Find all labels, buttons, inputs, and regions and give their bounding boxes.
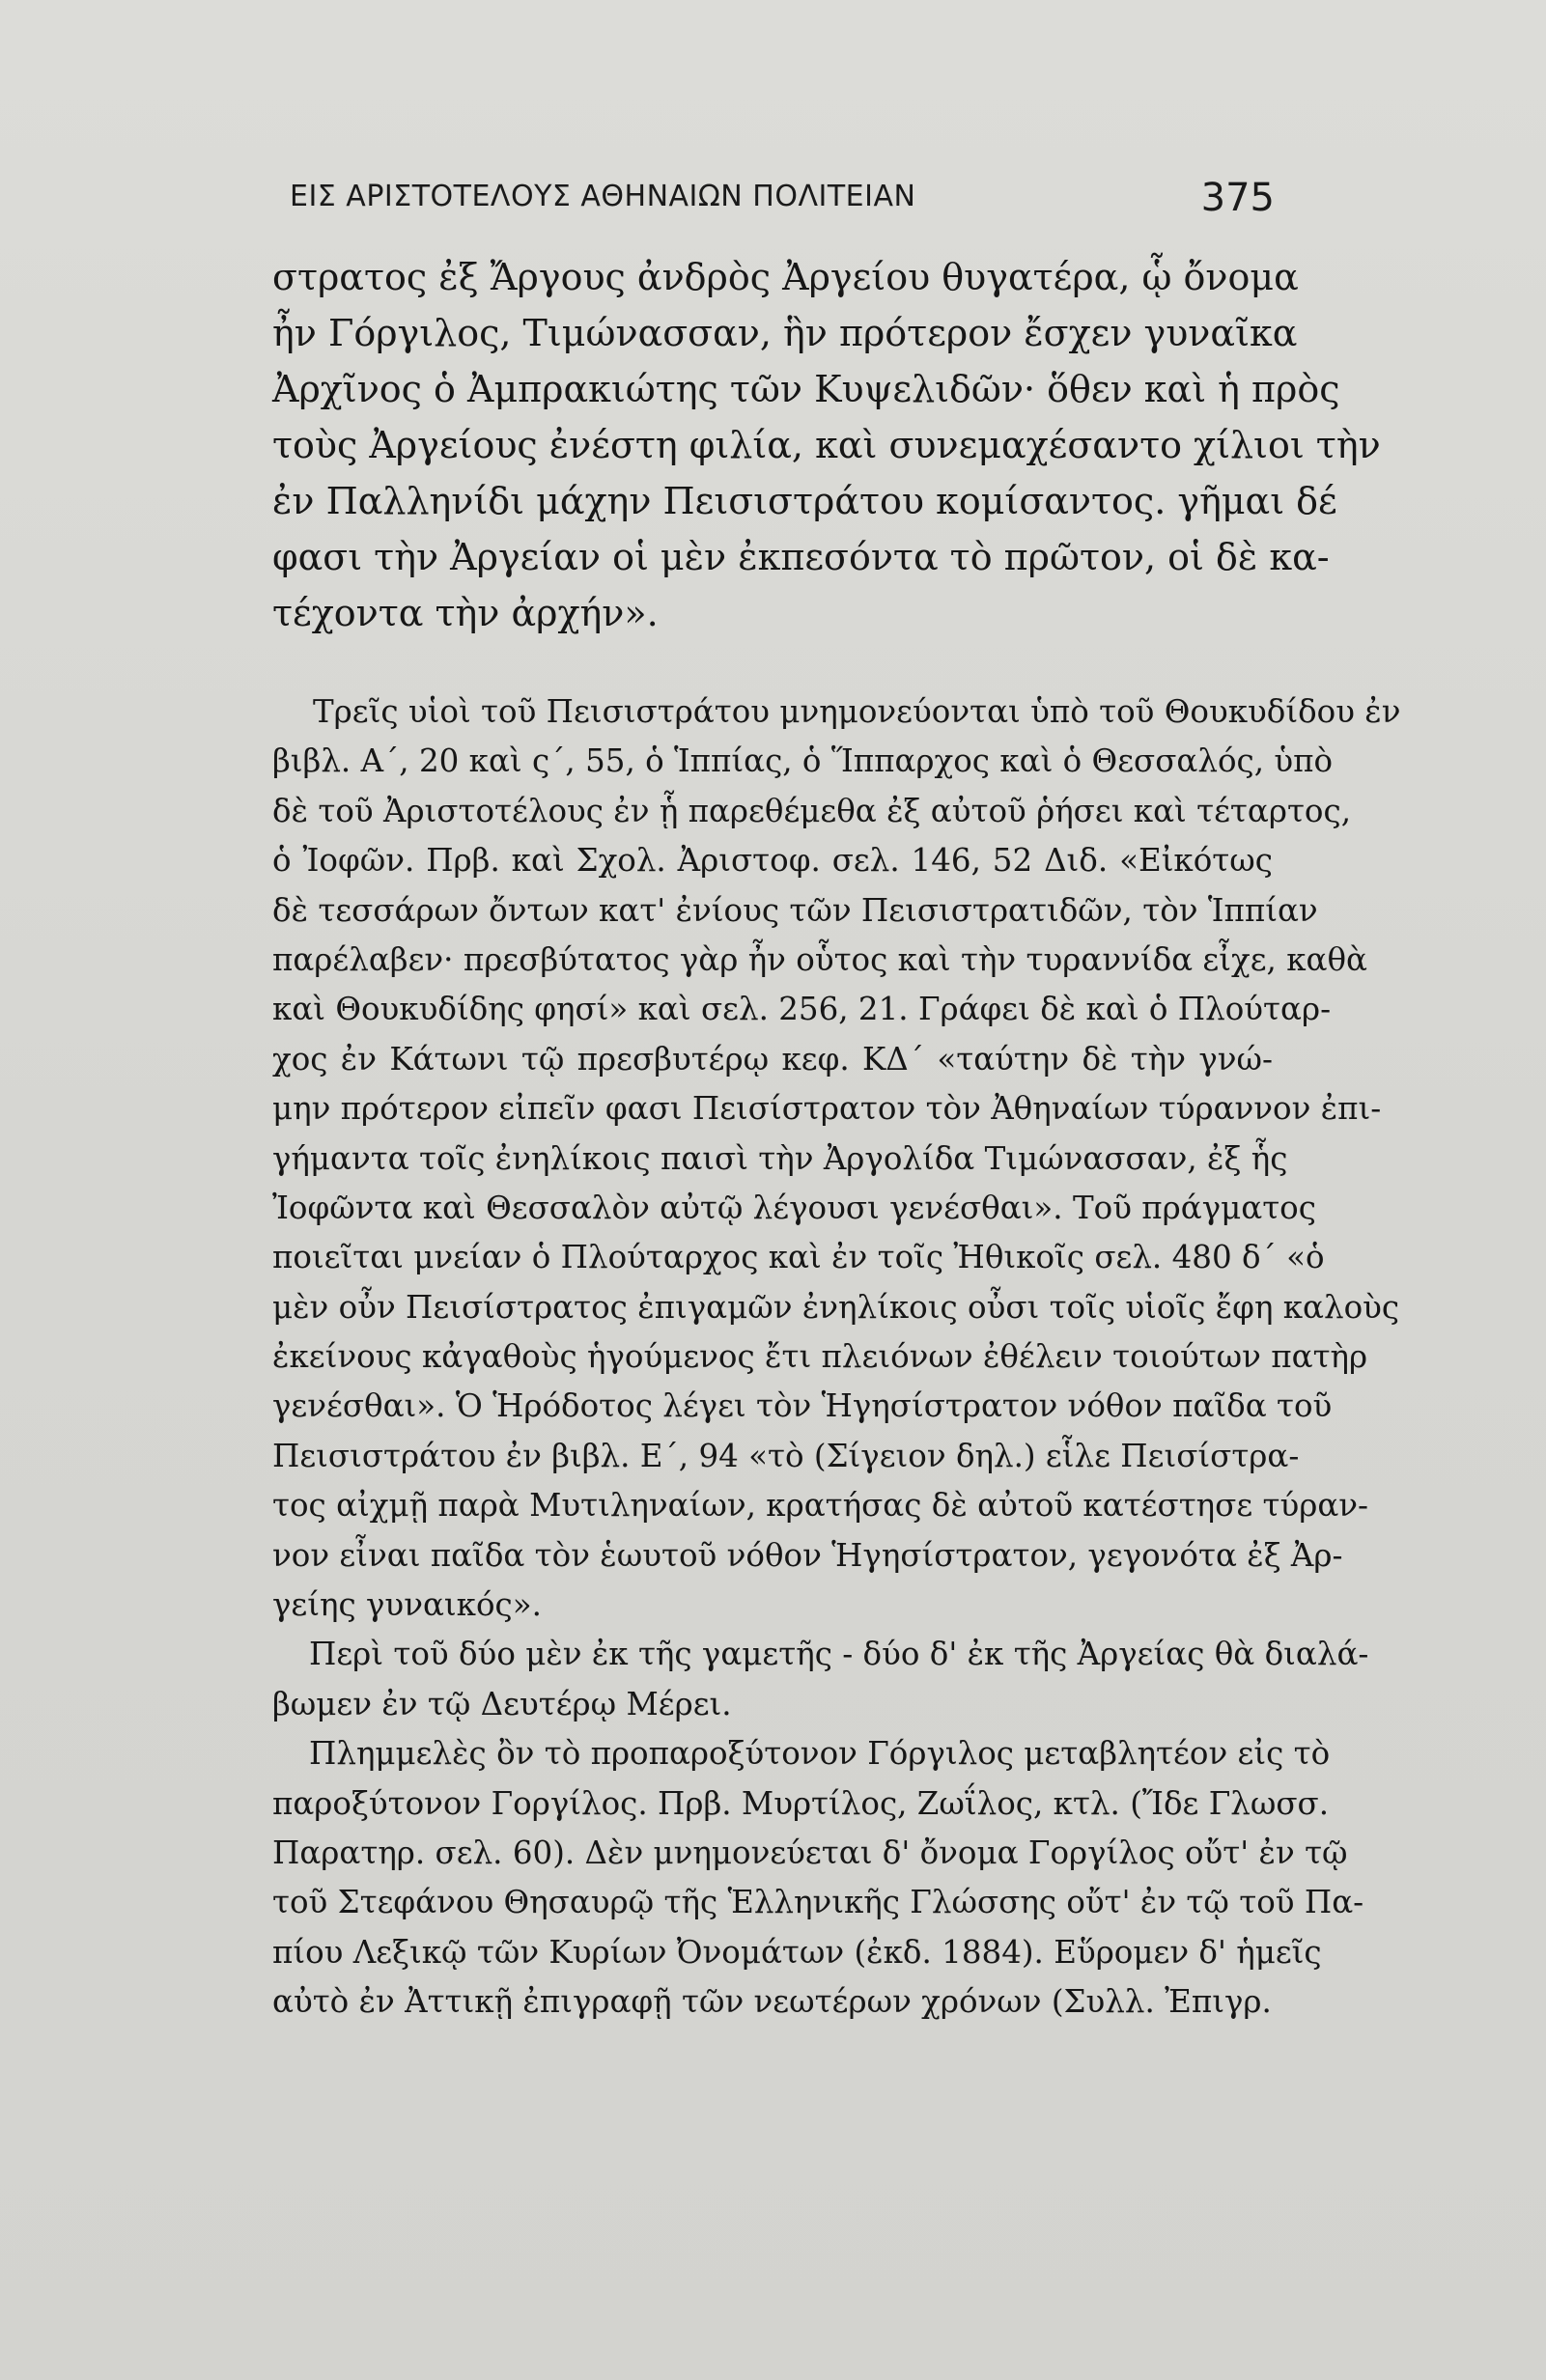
note-line: παρέλαβεν· πρεσβύτατος γὰρ ἦν οὗτος καὶ τὴν τυραννίδα εἶχε, καθὰ bbox=[272, 940, 1367, 978]
note-line: βιβλ. Α΄, 20 καὶ ς΄, 55, ὁ Ἱππίας, ὁ Ἵππαρχος καὶ ὁ Θεσσαλός, ὑπὸ bbox=[272, 742, 1334, 780]
note-line: Παρατηρ. σελ. 60). Δὲν μνημονεύεται δ' ὄνομα Γοργίλος οὔτ' ἐν τῷ bbox=[272, 1834, 1348, 1871]
note-line: ἐκείνους κἀγαθοὺς ἡγούμενος ἔτι πλειόνων ἐθέλειν τοιούτων πατὴρ bbox=[272, 1338, 1368, 1376]
note-line: Πεισιστράτου ἐν βιβλ. Ε΄, 94 «τὸ (Σίγειον δηλ.) εἷλε Πεισίστρα- bbox=[272, 1437, 1300, 1474]
main-text-block bbox=[272, 249, 1381, 641]
running-title: ΕΙΣ ΑΡΙΣΤΟΤΕΛΟΥΣ ΑΘΗΝΑΙΩΝ ΠΟΛΙΤΕΙΑΝ bbox=[290, 180, 916, 213]
main-text-line: τέχοντα τὴν ἀρχήν». bbox=[272, 592, 659, 634]
note-line: Πλημμελὲς ὂν τὸ προπαροξύτονον Γόργιλος μεταβλητέον εἰς τὸ bbox=[309, 1735, 1331, 1773]
note-line: δὲ τοῦ Ἀριστοτέλους ἐν ᾗ παρεθέμεθα ἐξ αὐτοῦ ῥήσει καὶ τέταρτος, bbox=[272, 792, 1352, 829]
commentary-notes bbox=[272, 687, 1401, 2028]
main-text-line: Ἀρχῖνος ὁ Ἀμπρακιώτης τῶν Κυψελιδῶν· ὅθεν καὶ ἡ πρὸς bbox=[272, 368, 1340, 410]
note-line: τοῦ Στεφάνου Θησαυρῷ τῆς Ἑλληνικῆς Γλώσσης οὔτ' ἐν τῷ τοῦ Πα- bbox=[272, 1884, 1364, 1921]
note-line: δὲ τεσσάρων ὄντων κατ' ἐνίους τῶν Πεισιστρατιδῶν, τὸν Ἱππίαν bbox=[272, 891, 1318, 929]
note-line: αὐτὸ ἐν Ἀττικῇ ἐπιγραφῇ τῶν νεωτέρων χρόνων (Συλλ. Ἐπιγρ. bbox=[272, 1983, 1272, 2021]
page-header bbox=[280, 176, 1275, 230]
note-line: Περὶ τοῦ δύο μὲν ἐκ τῆς γαμετῆς - δύο δ' ἐκ τῆς Ἀργείας θὰ διαλά- bbox=[309, 1636, 1369, 1673]
note-line: Ἰοφῶντα καὶ Θεσσαλὸν αὐτῷ λέγουσι γενέσθαι». Τοῦ πράγματος bbox=[272, 1189, 1316, 1226]
note-line: γείης γυναικός». bbox=[272, 1586, 542, 1624]
note-line: μην πρότερον εἰπεῖν φασι Πεισίστρατον τὸν Ἀθηναίων τύραννον ἐπι- bbox=[272, 1090, 1382, 1128]
note-line: ποιεῖται μνείαν ὁ Πλούταρχος καὶ ἐν τοῖς Ἠθικοῖς σελ. 480 δ΄ «ὁ bbox=[272, 1239, 1325, 1276]
note-line: παροξύτονον Γοργίλος. Πρβ. Μυρτίλος, Ζωΐλος, κτλ. (Ἴδε Γλωσσ. bbox=[272, 1784, 1330, 1822]
note-line: βωμεν ἐν τῷ Δευτέρῳ Μέρει. bbox=[272, 1685, 732, 1722]
note-line: χος ἐν Κάτωνι τῷ πρεσβυτέρῳ κεφ. ΚΔ΄ «ταύτην δὲ τὴν γνώ- bbox=[272, 1040, 1273, 1078]
note-line: πίου Λεξικῷ τῶν Κυρίων Ὀνομάτων (ἐκδ. 1884). Εὕρομεν δ' ἡμεῖς bbox=[272, 1933, 1322, 1971]
note-line: γενέσθαι». Ὁ Ἡρόδοτος λέγει τὸν Ἡγησίστρατον νόθον παῖδα τοῦ bbox=[272, 1387, 1333, 1425]
main-text-line: φασι τὴν Ἀργείαν οἱ μὲν ἐκπεσόντα τὸ πρῶτον, οἱ δὲ κα- bbox=[272, 536, 1330, 578]
main-text-line: ἦν Γόργιλος, Τιμώνασσαν, ἣν πρότερον ἔσχεν γυναῖκα bbox=[272, 312, 1298, 354]
main-text-line: ἐν Παλληνίδι μάχην Πεισιστράτου κομίσαντος. γῆμαι δέ bbox=[272, 480, 1337, 522]
note-line: γήμαντα τοῖς ἐνηλίκοις παισὶ τὴν Ἀργολίδα Τιμώνασσαν, ἐξ ἧς bbox=[272, 1139, 1288, 1177]
note-line: τος αἰχμῇ παρὰ Μυτιληναίων, κρατήσας δὲ αὐτοῦ κατέστησε τύραν- bbox=[272, 1487, 1369, 1525]
main-text-line: τοὺς Ἀργείους ἐνέστη φιλία, καὶ συνεμαχέσαντο χίλιοι τὴν bbox=[272, 424, 1381, 466]
page-number: 375 bbox=[1200, 176, 1275, 220]
note-line: καὶ Θουκυδίδης φησί» καὶ σελ. 256, 21. Γράφει δὲ καὶ ὁ Πλούταρ- bbox=[272, 991, 1332, 1028]
note-line: μὲν οὖν Πεισίστρατος ἐπιγαμῶν ἐνηλίκοις οὖσι τοῖς υἱοῖς ἔφη καλοὺς bbox=[272, 1288, 1400, 1326]
note-line: νον εἶναι παῖδα τὸν ἑωυτοῦ νόθον Ἡγησίστρατον, γεγονότα ἐξ Ἀρ- bbox=[272, 1536, 1343, 1574]
note-line: Τρεῖς υἱοὶ τοῦ Πεισιστράτου μνημονεύονται ὑπὸ τοῦ Θουκυδίδου ἐν bbox=[313, 693, 1401, 730]
main-text-line: στρατος ἐξ Ἄργους ἀνδρὸς Ἀργείου θυγατέρα, ᾧ ὄνομα bbox=[272, 256, 1299, 298]
note-line: ὁ Ἰοφῶν. Πρβ. καὶ Σχολ. Ἀριστοφ. σελ. 146, 52 Διδ. «Εἰκότως bbox=[272, 842, 1273, 880]
